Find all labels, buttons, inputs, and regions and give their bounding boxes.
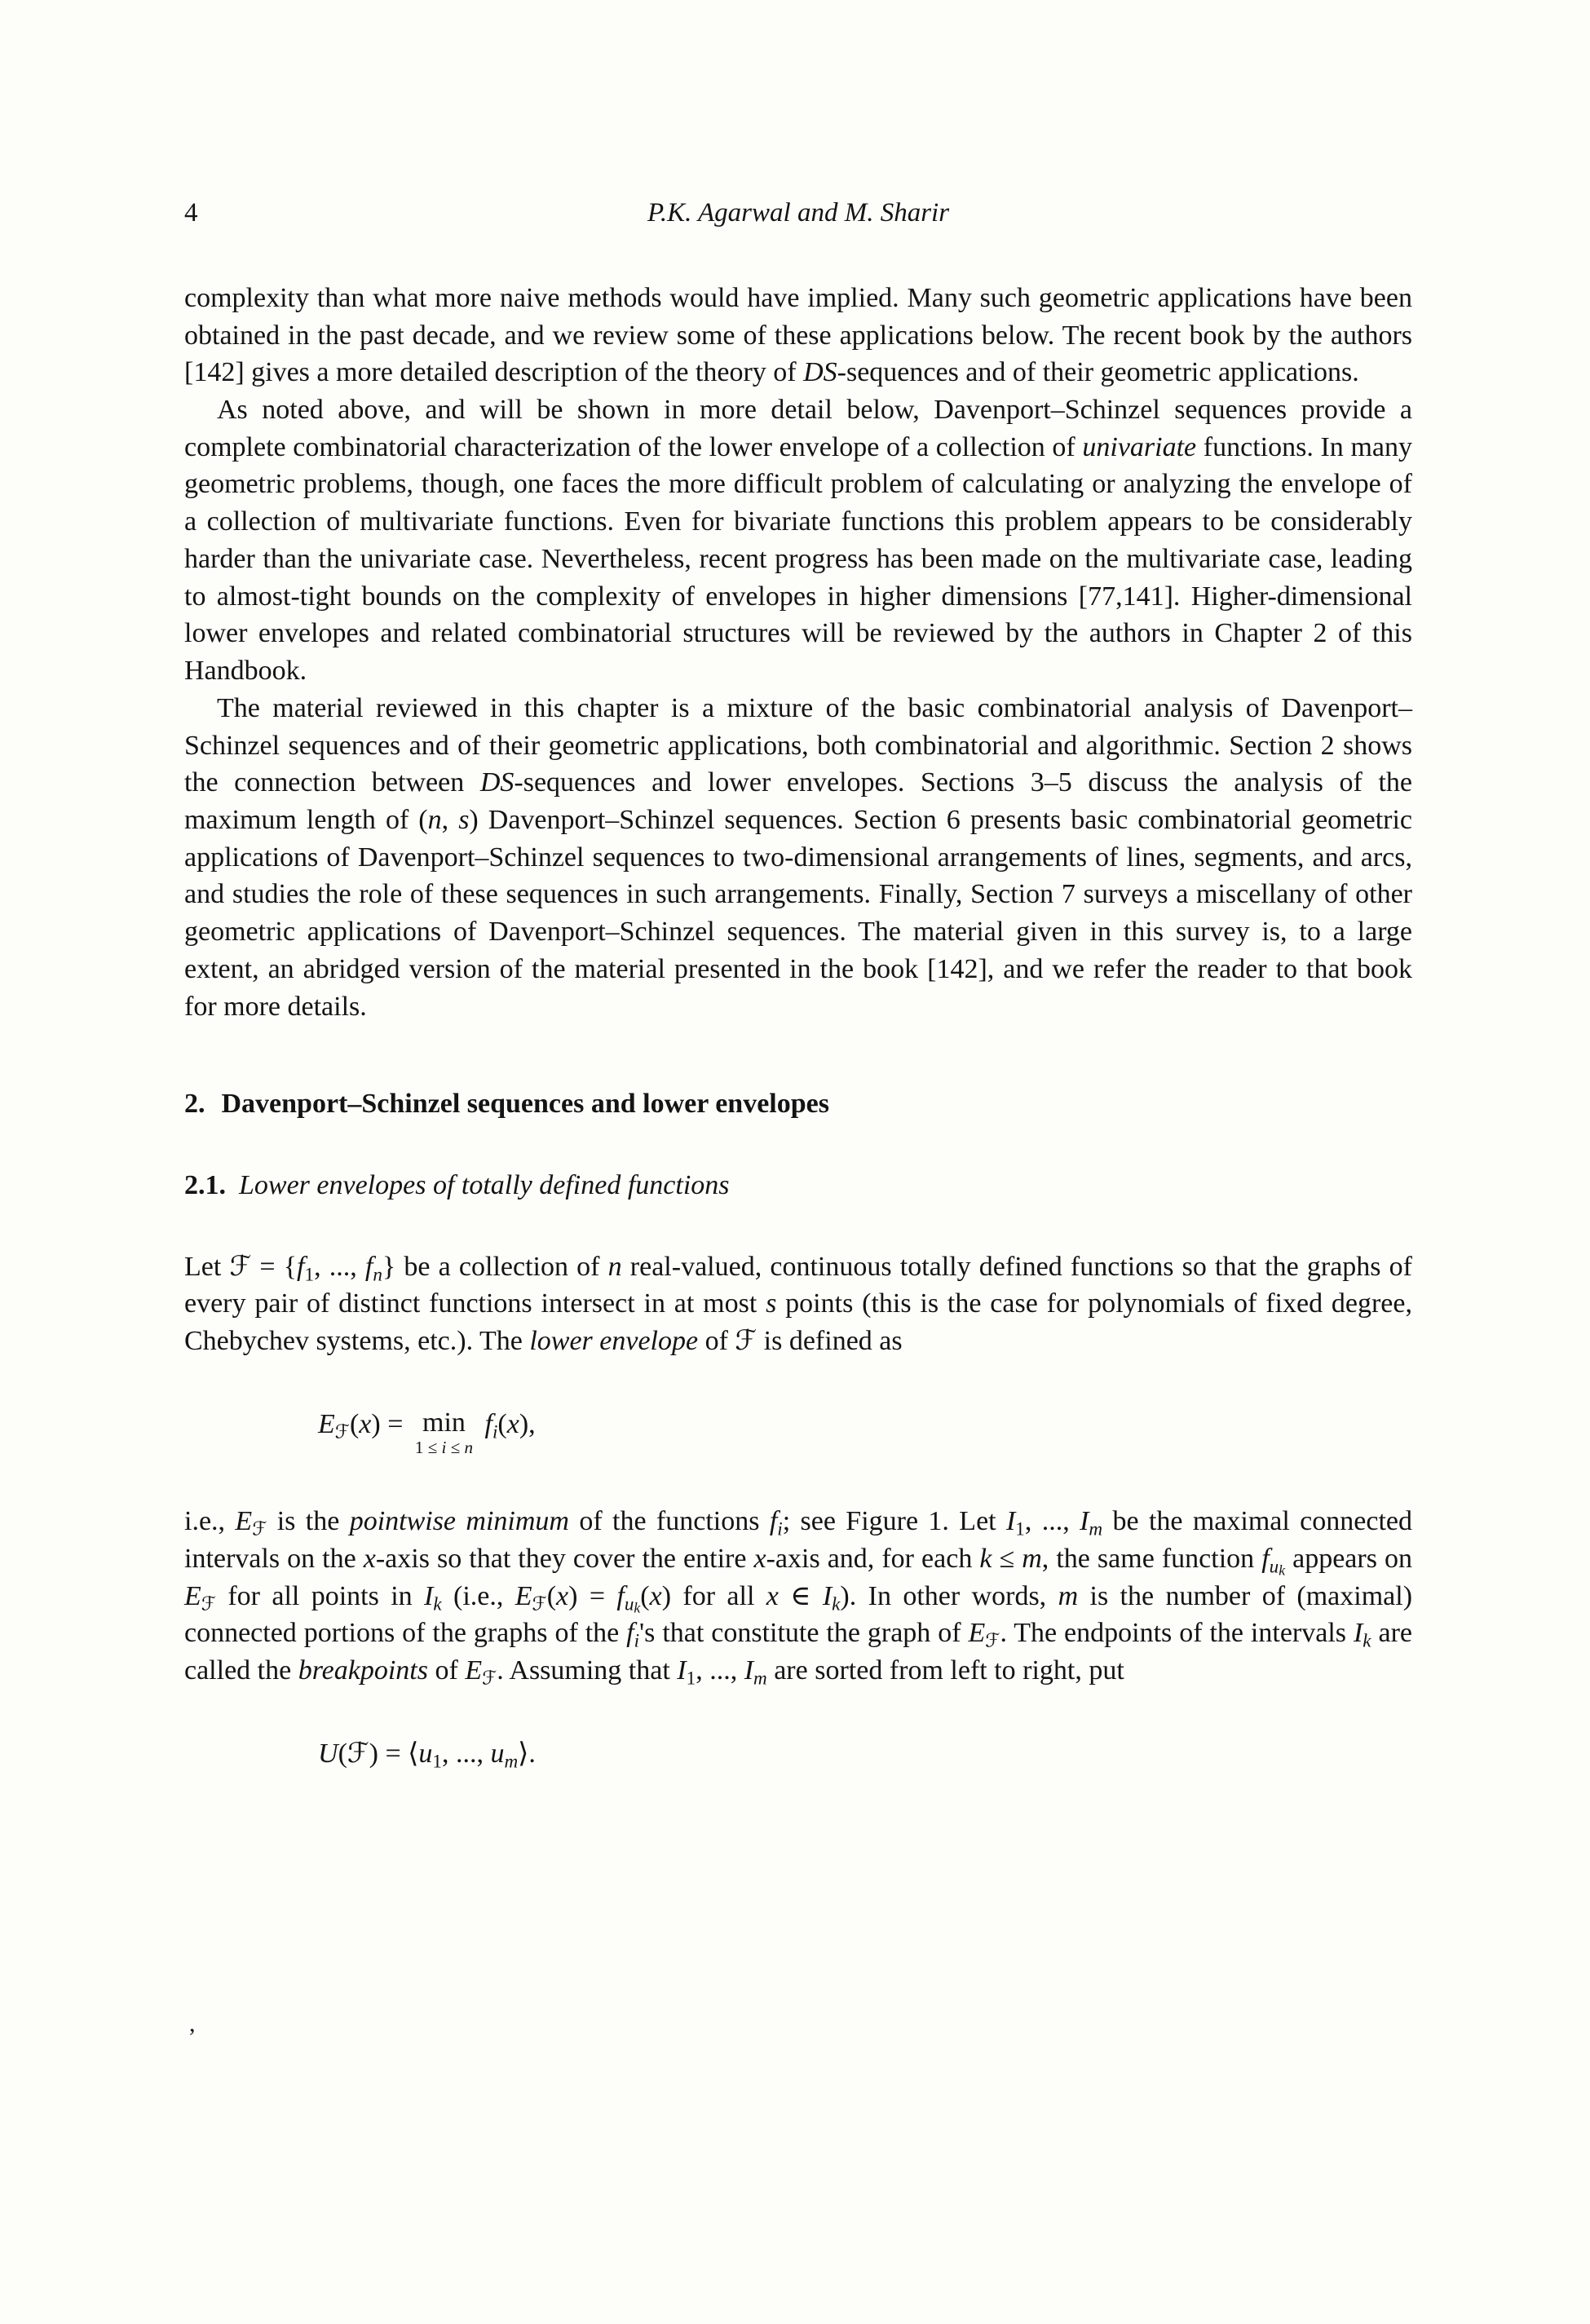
equation-lower-envelope: $E_ℱ(x)$ = min 1 ≤ i ≤ n $f_i(x)$, <box>318 1407 536 1458</box>
running-title: P.K. Agarwal and M. Sharir <box>647 198 950 228</box>
paragraph-envelope-overview: As noted above, and will be shown in more detail below, Davenport–Schinzel sequences provide a complete combinatorial characterization of the lower envelope of a collection of univariate functions. In many geometric problems, though, one faces the more difficult problem of calculating or analyzing the envelope of a collection of multivariate functions. Even for bivariate functions this problem appears to be considerably harder than the univariate case. Nevertheless, recent progress has been made on the multivariate case, leading to almost-tight bounds on the complexity of envelopes in higher dimensions [77,141]. Higher-dimensional lower envelopes and related combinatorial structures will be reviewed by the authors in Chapter 2 of this Handbook. <box>184 395 1412 687</box>
subsection-heading <box>184 1167 1412 1204</box>
paragraph-chapter-outline: The material reviewed in this chapter is a mixture of the basic combinatorial analysis of Davenport–Schinzel sequences and of their geometric applications, both combinatorial and algorithmic. Section 2 shows the connection between DS-sequences and lower envelopes. Sections 3–5 discuss the analysis of the maximum length of (n, s) Davenport–Schinzel sequences. Section 6 presents basic combinatorial geometric applications of Davenport–Schinzel sequences to two-dimensional arrangements of lines, segments, and arcs, and studies the role of these sequences in such arrangements. Finally, Section 7 surveys a miscellany of other geometric applications of Davenport–Schinzel sequences. The material given in this survey is, to a large extent, an abridged version of the material presented in the book [142], and we refer the reader to that book for more details. <box>184 692 1413 1022</box>
paragraph-pointwise-minimum: i.e., $E_ℱ$ is the pointwise minimum of the functions $f_i$; see Figure 1. Let $I_1$, ..., $I_m$ be the maximal connected intervals on the x-axis so that they cover the entire x-axis and, for each k ≤ m, the same function $f_{uk}$ appears on $E_ℱ$ for all points in $I_k$ (i.e., $E_ℱ(x) = f_{uk}(x)$ for all x ∈ $I_k$). In other words, m is the number of (maximal) connected portions of the graphs of the $f_i's$ that constitute the graph of $E_ℱ$. The endpoints of the intervals $I_k$ are called the breakpoints of $E_ℱ$. Assuming that $I_1$, ..., $I_m$ are sorted from left to right, put <box>184 1506 1413 1690</box>
section-number: 2. <box>184 1089 205 1120</box>
section-heading <box>184 1085 1412 1123</box>
page-number: 4 <box>184 198 198 228</box>
paragraph-definitions: Let ℱ = {$f_1$, ..., $f_n$} be a collection of n real-valued, continuous totally defined functions so that the graphs of every pair of distinct functions intersect in at most s points (this is the case for polynomials of fixed degree, Chebychev systems, etc.). The lower envelope of ℱ is defined as <box>184 1249 1413 1358</box>
subsection-title: Lower envelopes of totally defined functions <box>239 1169 730 1200</box>
subsection-number: 2.1. <box>184 1169 226 1200</box>
paragraph-intro-continuation: complexity than what more naive methods would have implied. Many such geometric applications have been obtained in the past decade, and we review some of these applications below. The recent book by the authors [142] gives a more detailed description of the theory of DS-sequences and of their geometric applications. <box>184 282 1412 388</box>
page-header <box>184 196 1412 231</box>
scan-artifact-mark: , <box>189 2010 196 2037</box>
section-title: Davenport–Schinzel sequences and lower envelopes <box>221 1089 829 1120</box>
equation-envelope-sequence: U(ℱ) = $⟨u_1$, ..., $u_m⟩$. <box>318 1736 536 1773</box>
